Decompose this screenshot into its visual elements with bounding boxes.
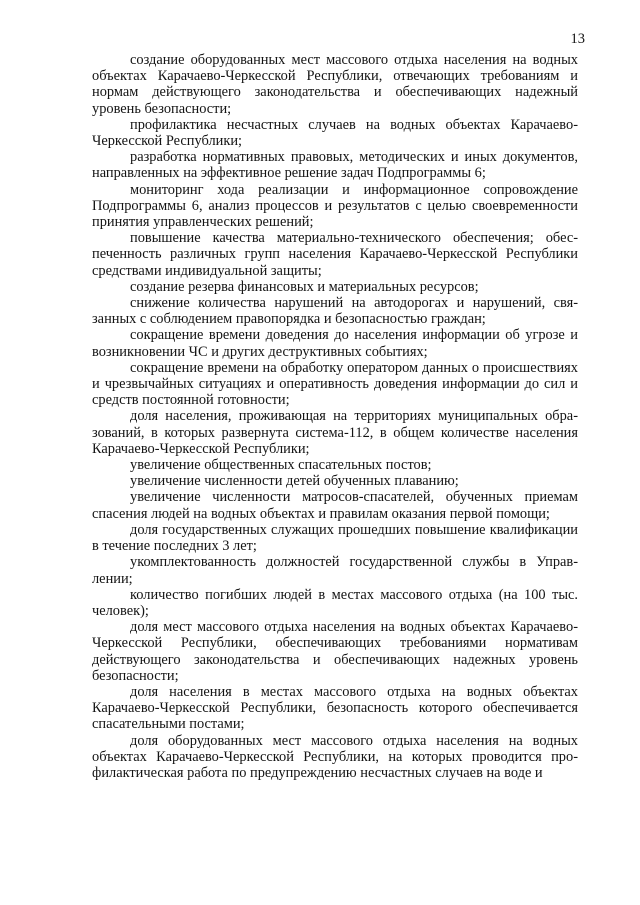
paragraph: доля оборудованных мест массового отдыха населения на водных объектах Карачаево-Черкесской Республики, на которых проводится профилактическая работа по предупреждению несчастных случаев на воде и	[92, 732, 578, 781]
paragraph: профилактика несчастных случаев на водных объектах Карачаево-Черкесской Республики;	[92, 116, 578, 150]
paragraph: количество погибших людей в местах массового отдыха (на 100 тыс. человек);	[92, 586, 578, 619]
paragraph: мониторинг хода реализации и информационное сопровождение Подпрограммы 6, анализ процессов и результатов с целью своевременности принятия управленческих решений;	[92, 181, 578, 231]
paragraph: увеличение численности матросов-спасателей, обученных приемам спасения людей на водных объектах и правилам оказания первой помощи;	[92, 489, 578, 522]
paragraph: доля мест массового отдыха населения на водных объектах Карачаево-Черкесской Республики, обеспечивающих требованиями нормативам действующего законодательства и обеспечивающих надежных уровень безопасности;	[92, 619, 578, 684]
paragraph: повышение качества материально-технического обеспечения; обеспеченность различных групп населения Карачаево-Черкесской Республики средствами индивидуальной защиты;	[92, 230, 578, 279]
page-number: 13	[570, 31, 585, 47]
paragraph: создание резерва финансовых и материальных ресурсов;	[130, 278, 479, 295]
paragraph: сокращение времени на обработку оператором данных о происшествиях и чрезвычайных ситуациях и оперативность доведения информации до сил и средств постоянной готовности;	[92, 359, 578, 409]
paragraph: создание оборудованных мест массового отдыха населения на водных объектах Карачаево-Черкесской Республики, отвечающих требованиям и нормам действующего законодательства и обеспечивающих надежный уровень безопасности;	[92, 52, 578, 117]
paragraph: сокращение времени доведения до населения информации об угрозе и возникновении ЧС и других деструктивных событиях;	[92, 327, 578, 360]
paragraph: доля государственных служащих прошедших повышение квалификации в течение последних 3 лет;	[92, 521, 578, 555]
paragraph: увеличение численности детей обученных плаванию;	[130, 473, 459, 490]
paragraph: доля населения, проживающая на территориях муниципальных образований, в которых развернута система-112, в общем количестве населения Карачаево-Черкесской Республики;	[92, 408, 578, 457]
paragraph: доля населения в местах массового отдыха на водных объектах Карачаево-Черкесской Республики, безопасность которого обеспечивается спасательными постами;	[92, 683, 578, 733]
paragraph: разработка нормативных правовых, методических и иных документов, направленных на эффективное решение задач Подпрограммы 6;	[92, 149, 578, 182]
paragraph: увеличение общественных спасательных постов;	[130, 457, 432, 474]
document-body	[92, 52, 578, 781]
paragraph: укомплектованность должностей государственной службы в Управлении;	[92, 554, 578, 587]
paragraph: снижение количества нарушений на автодорогах и нарушений, связанных с соблюдением правопорядка и безопасностью граждан;	[92, 295, 578, 328]
